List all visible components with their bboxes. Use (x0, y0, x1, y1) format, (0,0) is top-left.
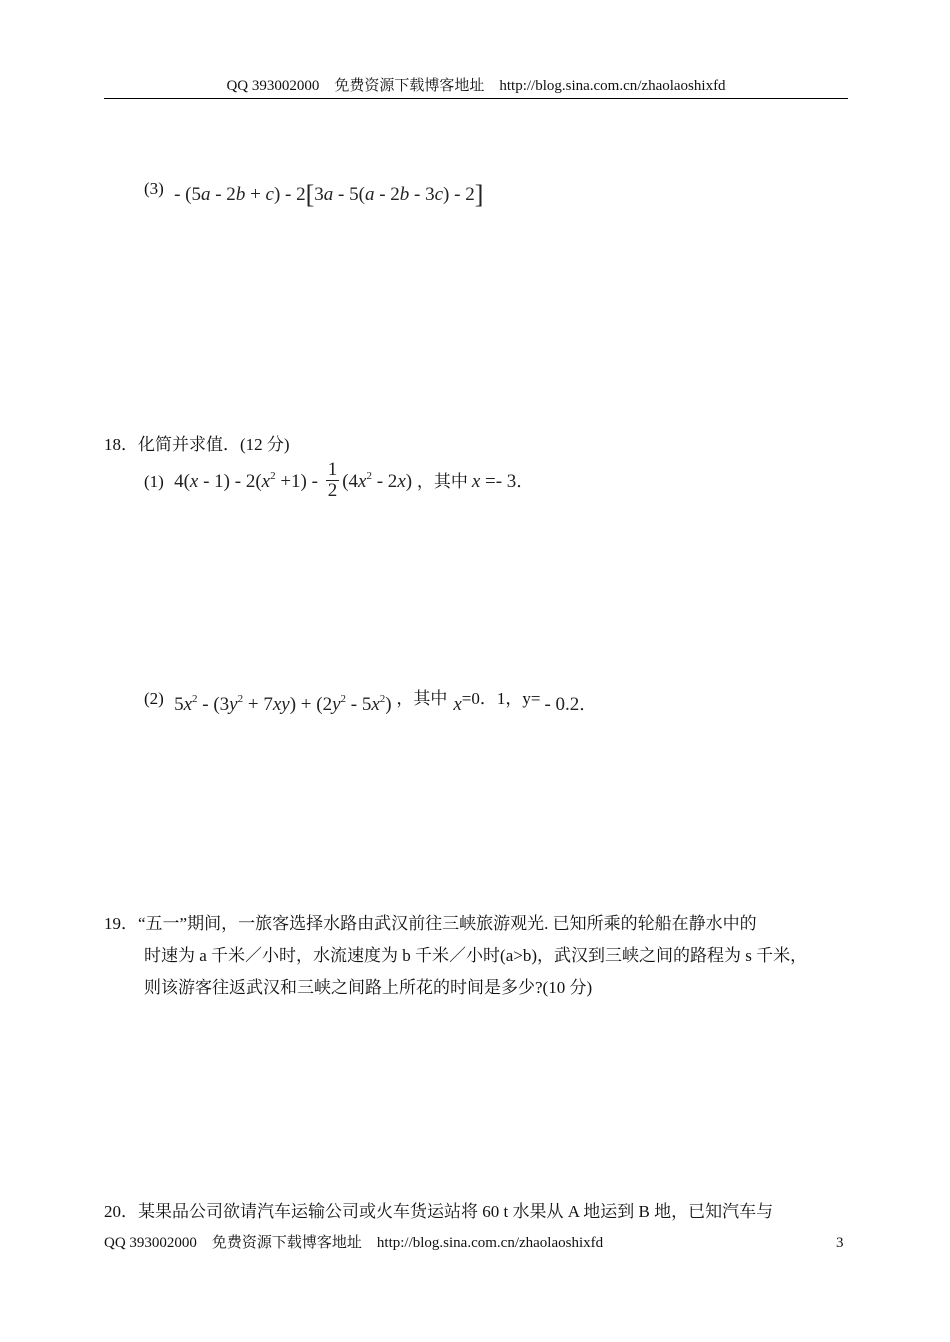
page-header: QQ 393002000 免费资源下载博客地址 http://blog.sina.com.cn/zhaolaoshixfd (226, 78, 726, 94)
expr-text: (4 (342, 470, 359, 492)
expr-text: 3 (314, 184, 324, 205)
expr-var: x (371, 694, 380, 715)
expr-text: ) - 2 (443, 184, 475, 205)
q18-part1-condition (417, 472, 533, 491)
expr-var: c (265, 184, 274, 205)
expr-var: y (229, 694, 238, 715)
expr-text: - 3 (409, 184, 435, 205)
page-footer: QQ 393002000 免费资源下载博客地址 http://blog.sina.com.cn/zhaolaoshixfd (104, 1235, 604, 1251)
expr-var: b (235, 184, 246, 205)
condition-var: x (471, 470, 481, 492)
expr-text: - 5( (333, 184, 365, 205)
exponent: 2 (270, 469, 276, 482)
expr-text: - (5 (174, 184, 201, 205)
q19-line-2: 时速为 a 千米／小时，水流速度为 b 千米／小时(a>b)，武汉到三峡之间的路程为 s 千米， (144, 946, 808, 965)
expr-text: ) (405, 470, 413, 492)
condition-value: - 0.2 (544, 694, 580, 715)
exponent: 2 (237, 693, 244, 705)
expr-var: c (434, 184, 444, 205)
expr-var: x (183, 694, 193, 715)
expr-var: x (358, 470, 367, 492)
expr-text: - 2 (371, 470, 398, 492)
q18-part1-label: (1) (144, 471, 164, 491)
q18-part1-expression (174, 459, 417, 501)
condition-var: x (453, 694, 462, 715)
q19-line-1: 19．“五一”期间，一旅客选择水路由武汉前往三峡旅游观光. 已知所乘的轮船在静水中的 (104, 914, 757, 933)
expr-text: 5 (174, 694, 184, 715)
condition-text: ，其中 (396, 689, 448, 708)
header-rule (104, 98, 848, 99)
q17-part3-expression (174, 180, 484, 209)
q18-title: 18．化简并求值．(12 分) (104, 435, 290, 454)
expr-text: ) (385, 694, 392, 715)
expr-var: a (364, 184, 375, 205)
expr-var: b (399, 184, 410, 205)
q17-part3-label: (3) (144, 179, 164, 198)
expr-text: ) + (2 (289, 694, 333, 715)
q20-line-1: 20．某果品公司欲请汽车运输公司或火车货运站将 60 t 水果从 A 地运到 B 地，已知汽车与 (104, 1202, 774, 1221)
page-number: 3 (836, 1235, 844, 1251)
fraction-denominator: 2 (327, 480, 338, 501)
expr-var: x (272, 694, 282, 715)
condition-end: ． (579, 695, 597, 714)
expr-var: x (261, 470, 271, 492)
exponent: 2 (192, 693, 198, 705)
expr-var: a (323, 184, 334, 205)
q18-part2 (144, 690, 596, 716)
exponent: 2 (379, 693, 386, 705)
q18-part1 (144, 459, 534, 503)
q18-part2-expression (174, 694, 396, 715)
expr-var: y (332, 694, 341, 715)
expr-var: a (200, 184, 211, 205)
expr-var: x (397, 470, 406, 492)
expr-var: x (189, 470, 199, 492)
expr-var: y (281, 694, 290, 715)
fraction-numerator: 1 (327, 459, 338, 480)
expr-text: - 5 (346, 694, 372, 715)
condition-text: ，其中 (416, 471, 468, 491)
q18-part2-label: (2) (144, 689, 164, 708)
condition-value: =- 3 (480, 470, 517, 492)
fraction-one-half (326, 460, 340, 501)
q19-block (104, 908, 807, 1004)
right-bracket: ] (474, 180, 484, 209)
expr-text: 4( (174, 470, 190, 492)
q17-part3 (144, 180, 483, 210)
expr-text: - (3 (197, 694, 230, 715)
expr-text: - 2 (210, 184, 236, 205)
left-bracket: [ (305, 180, 315, 209)
expr-text: + (245, 184, 266, 205)
expr-text: - 1) - 2( (198, 470, 262, 492)
condition-end: ． (516, 471, 534, 491)
condition-text: =0．1，y= (461, 689, 541, 708)
exponent: 2 (366, 469, 372, 482)
q18-part2-condition (396, 689, 597, 715)
q19-line-3: 则该游客往返武汉和三峡之间路上所花的时间是多少?(10 分) (144, 978, 593, 997)
expr-text: ) - 2 (273, 184, 306, 205)
expr-text: + 7 (243, 694, 273, 715)
expr-text: +1) - (275, 470, 323, 492)
exponent: 2 (340, 693, 347, 705)
expr-text: - 2 (374, 184, 400, 205)
